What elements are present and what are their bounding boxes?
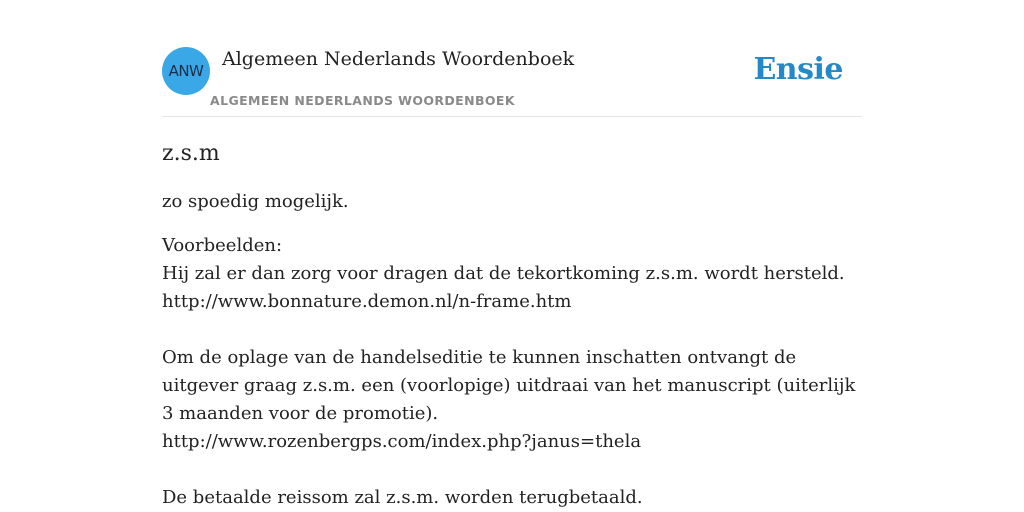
example-source-link[interactable]: http://www.rozenbergps.com/index.php?janus=thela (162, 431, 642, 452)
source-header (162, 46, 862, 117)
example-text: Hij zal er dan zorg voor dragen dat de tekortkoming z.s.m. wordt hersteld. (162, 263, 845, 284)
entry-content (162, 138, 862, 512)
examples-label: Voorbeelden: (162, 235, 283, 256)
ensie-logo-link[interactable]: Ensie (753, 52, 843, 87)
example-item (162, 484, 862, 512)
entry-term: z.s.m (162, 141, 220, 166)
example-text: Om de oplage van de handelseditie te kunnen inschatten ontvangt de uitgever graag z.s.m. een (voorlopige) uitdraai van het manuscript (uiterlijk 3 maanden voor de promotie). (162, 347, 856, 424)
example-source-link[interactable]: http://www.bonnature.demon.nl/n-frame.htm (162, 291, 572, 312)
entry-definition: zo spoedig mogelijk. (162, 191, 349, 212)
examples-section (162, 232, 862, 512)
source-title[interactable]: Algemeen Nederlands Woordenboek (222, 48, 575, 70)
example-item (162, 260, 862, 316)
example-text: De betaalde reissom zal z.s.m. worden terugbetaald. (162, 487, 643, 508)
anw-logo[interactable]: ANW (162, 47, 210, 95)
example-item (162, 344, 862, 456)
source-subtitle: ALGEMEEN NEDERLANDS WOORDENBOEK (210, 93, 515, 108)
